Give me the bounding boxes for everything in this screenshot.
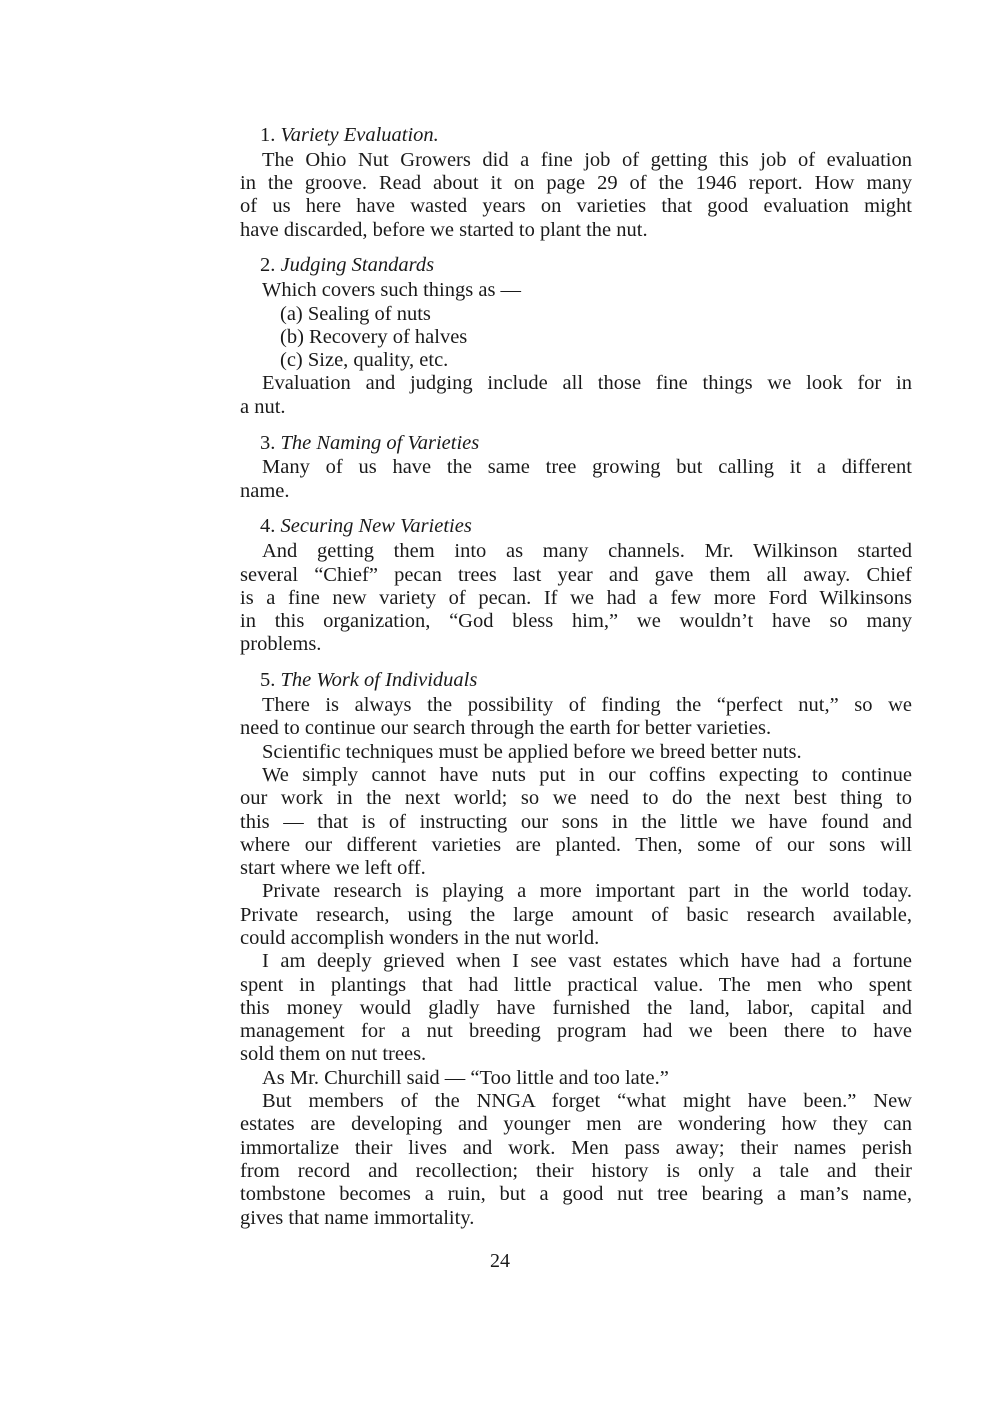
text-line: our work in the next world; so we need to do the next best thing to bbox=[240, 787, 912, 810]
text-line: of us here have wasted years on varieties that good evaluation might bbox=[240, 195, 912, 218]
text-line: from record and recollection; their history is only a tale and their bbox=[240, 1159, 912, 1182]
text-line: is a fine new variety of pecan. If we had a few more Ford Wilkinsons bbox=[240, 586, 912, 609]
section-heading bbox=[240, 515, 912, 538]
page-number: 24 bbox=[490, 1250, 510, 1272]
heading-number: 5. bbox=[260, 669, 276, 692]
list-item bbox=[240, 326, 912, 349]
text-line: in the groove. Read about it on page 29 of the 1946 report. How many bbox=[240, 172, 912, 195]
heading-title: Securing New Varieties bbox=[280, 515, 472, 538]
heading-title: The Naming of Varieties bbox=[280, 431, 480, 454]
text-line: this — that is of instructing our sons in the little we have found and bbox=[240, 810, 912, 833]
heading-number: 3. bbox=[260, 431, 276, 454]
text-line: As Mr. Churchill said — “Too little and too late.” bbox=[262, 1066, 669, 1089]
text-line: There is always the possibility of finding the “perfect nut,” so we bbox=[262, 694, 912, 717]
text-line: And getting them into as many channels. Mr. Wilkinson started bbox=[262, 540, 912, 563]
paragraph bbox=[240, 540, 912, 656]
heading-number: 4. bbox=[260, 515, 276, 538]
text-line: sold them on nut trees. bbox=[240, 1043, 427, 1066]
heading-number: 1. bbox=[260, 124, 276, 146]
text-line: estates are developing and younger men are wondering how they can bbox=[240, 1113, 912, 1136]
section-heading bbox=[240, 124, 912, 147]
paragraph bbox=[240, 1090, 912, 1230]
heading-number: 2. bbox=[260, 254, 276, 277]
text-line: this money would gladly have furnished the land, labor, capital and bbox=[240, 996, 912, 1019]
section-2 bbox=[240, 254, 912, 419]
text-line: could accomplish wonders in the nut world. bbox=[240, 927, 600, 949]
section-heading bbox=[240, 254, 912, 277]
section-heading bbox=[240, 669, 912, 692]
text-line: management for a nut breeding program had we been there to have bbox=[240, 1020, 912, 1043]
text-line: problems. bbox=[240, 633, 322, 656]
list-item bbox=[240, 349, 912, 372]
text-line: where our different varieties are planted. Then, some of our sons will bbox=[240, 833, 912, 856]
text-line: in this organization, “God bless him,” we wouldn’t have so many bbox=[240, 610, 912, 633]
heading-title: Judging Standards bbox=[280, 254, 435, 277]
text-line: Many of us have the same tree growing but calling it a different bbox=[262, 456, 912, 479]
text-line: (b) Recovery of halves bbox=[280, 325, 468, 348]
text-line: spent in plantings that had little practical value. The men who spent bbox=[240, 973, 912, 996]
section-1 bbox=[240, 124, 912, 242]
text-line: (c) Size, quality, etc. bbox=[280, 349, 449, 372]
text-line: several “Chief” pecan trees last year and gave them all away. Chief bbox=[240, 563, 912, 586]
text-line: start where we left off. bbox=[240, 857, 426, 880]
text-line: I am deeply grieved when I see vast estates which have had a fortune bbox=[262, 950, 912, 973]
text-line: name. bbox=[240, 479, 290, 502]
text-line: Which covers such things as — bbox=[262, 279, 522, 302]
section-heading bbox=[240, 432, 912, 455]
text-line: Private research is playing a more important part in the world today. bbox=[262, 880, 912, 903]
paragraph bbox=[240, 694, 912, 741]
text-line: need to continue our search through the earth for better varieties. bbox=[240, 717, 772, 740]
section-5 bbox=[240, 669, 912, 1230]
text-line: tombstone becomes a ruin, but a good nut tree bearing a man’s name, bbox=[240, 1183, 912, 1206]
text-line: Evaluation and judging include all those fine things we look for in bbox=[262, 372, 912, 395]
text-line: have discarded, before we started to plant the nut. bbox=[240, 218, 648, 241]
paragraph bbox=[240, 279, 912, 302]
text-line: But members of the NNGA forget “what might have been.” New bbox=[262, 1090, 912, 1113]
paragraph bbox=[240, 1067, 912, 1090]
heading-title: The Work of Individuals bbox=[280, 669, 478, 692]
paragraph bbox=[240, 456, 912, 503]
text-line: (a) Sealing of nuts bbox=[280, 302, 431, 325]
text-line: The Ohio Nut Growers did a fine job of getting this job of evaluation bbox=[262, 148, 912, 171]
text-line: We simply cannot have nuts put in our coffins expecting to continue bbox=[262, 763, 912, 786]
text-line: gives that name immortality. bbox=[240, 1206, 475, 1229]
section-3 bbox=[240, 432, 912, 503]
paragraph bbox=[240, 741, 912, 764]
section-4 bbox=[240, 515, 912, 656]
paragraph bbox=[240, 372, 912, 419]
text-line: immortalize their lives and work. Men pass away; their names perish bbox=[240, 1136, 912, 1159]
text-line: Scientific techniques must be applied before we breed better nuts. bbox=[262, 740, 802, 763]
page-body bbox=[240, 124, 912, 1230]
list-item bbox=[240, 303, 912, 326]
paragraph bbox=[240, 880, 912, 950]
text-line: Private research, using the large amount of basic research available, bbox=[240, 903, 912, 926]
text-line: a nut. bbox=[240, 395, 286, 418]
paragraph bbox=[240, 950, 912, 1066]
paragraph bbox=[240, 149, 912, 242]
paragraph bbox=[240, 764, 912, 880]
heading-title: Variety Evaluation. bbox=[280, 124, 439, 146]
